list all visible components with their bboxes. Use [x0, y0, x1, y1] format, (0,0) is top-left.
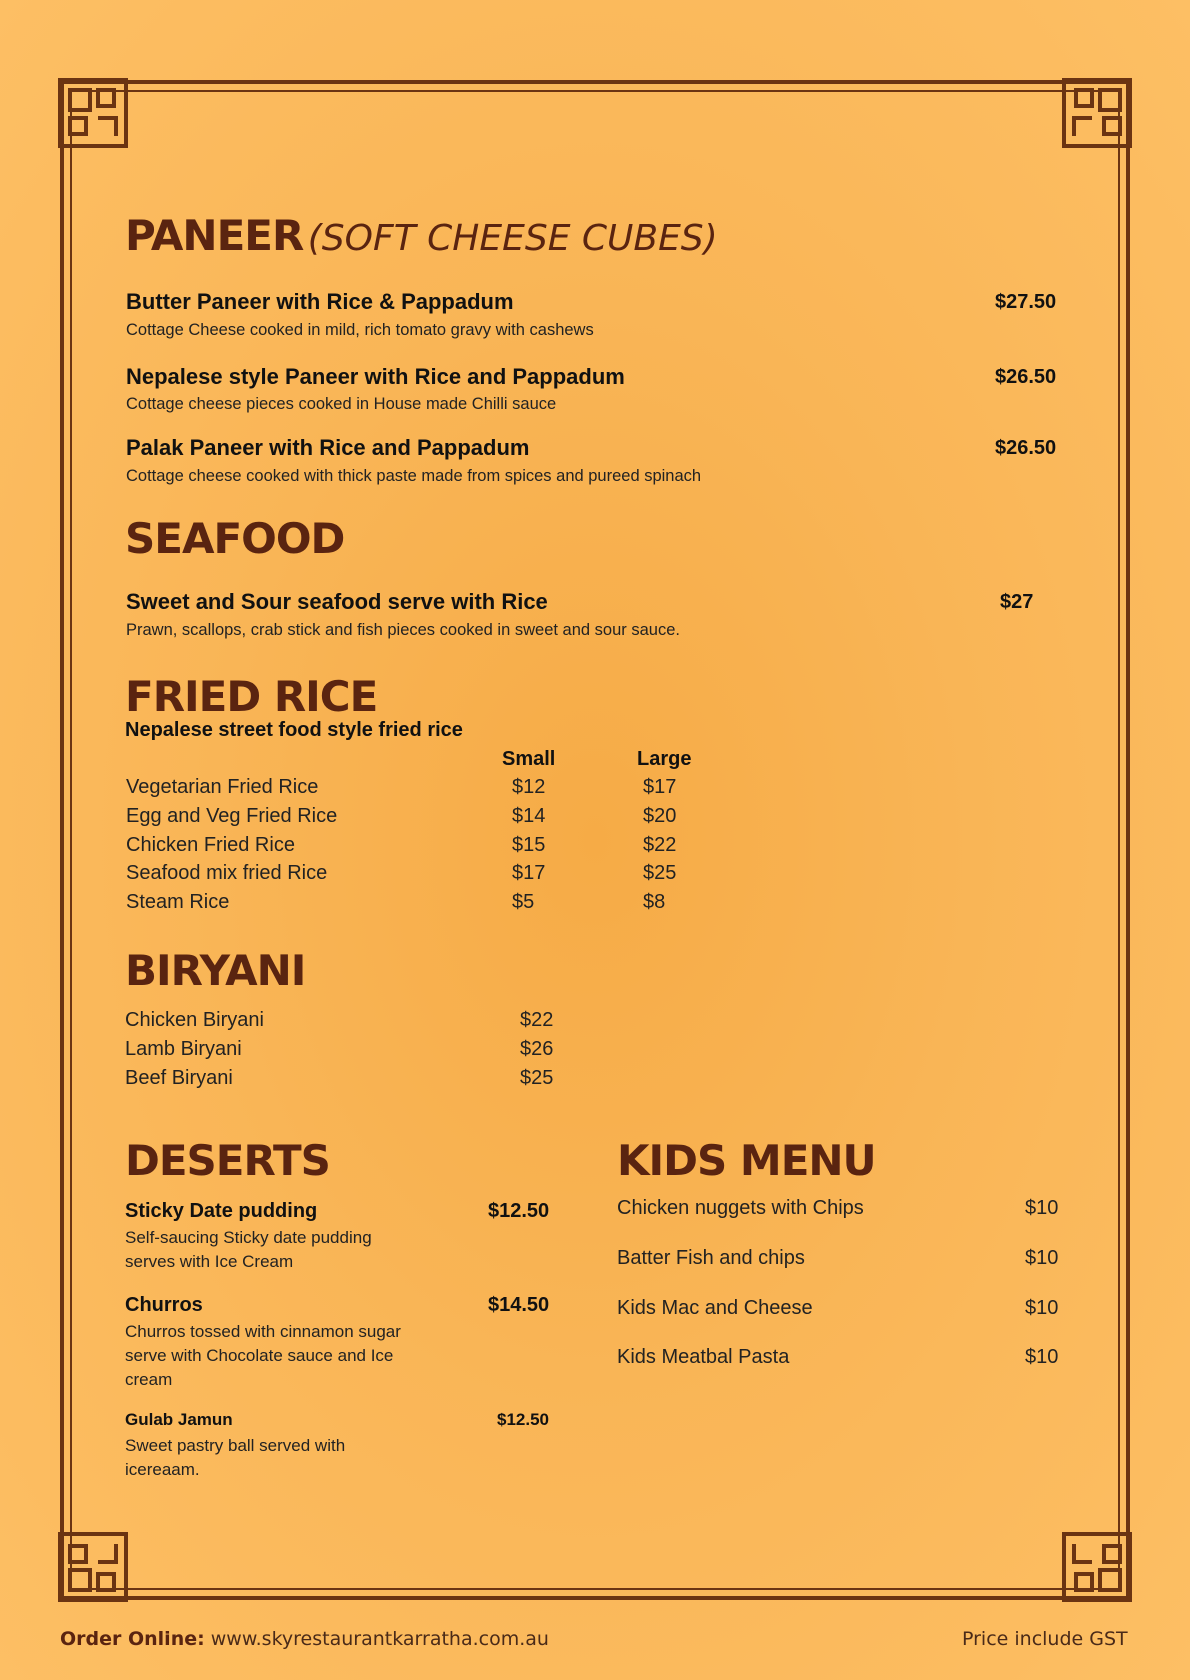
- menu-item-name: Sweet and Sour seafood serve with Rice: [126, 589, 548, 614]
- kids-item: Kids Meatbal Pasta: [617, 1346, 790, 1368]
- kids-item: Chicken nuggets with Chips: [617, 1197, 864, 1219]
- biryani-price: $22: [520, 1009, 554, 1031]
- fried-rice-item: Steam Rice: [126, 891, 230, 913]
- price-small: $5: [512, 891, 535, 913]
- price-large: $20: [643, 805, 677, 827]
- paneer-subtitle: (SOFT CHEESE CUBES): [307, 218, 718, 259]
- biryani-price: $25: [520, 1067, 554, 1089]
- menu-item-name: Nepalese style Paneer with Rice and Pappadum: [126, 364, 625, 389]
- price-small: $14: [512, 805, 546, 827]
- menu-item-price: $26.50: [995, 437, 1057, 459]
- kids-price: $10: [1025, 1297, 1059, 1319]
- price-small: $12: [512, 776, 546, 798]
- price-large: $8: [643, 891, 666, 913]
- menu-item-price: $27: [1000, 591, 1034, 613]
- biryani-price: $26: [520, 1038, 554, 1060]
- desert-price: $14.50: [488, 1294, 550, 1316]
- paneer-title: PANEER: [125, 211, 304, 260]
- website-link[interactable]: www.skyrestaurantkarratha.com.au: [210, 1628, 549, 1650]
- kids-price: $10: [1025, 1247, 1059, 1269]
- menu-item-name: Butter Paneer with Rice & Pappadum: [126, 289, 514, 314]
- desert-price: $12.50: [488, 1200, 550, 1222]
- biryani-item: Lamb Biryani: [125, 1038, 242, 1060]
- fried-rice-item: Vegetarian Fried Rice: [126, 776, 319, 798]
- desert-name: Churros: [125, 1294, 203, 1316]
- kids-item: Batter Fish and chips: [617, 1247, 805, 1269]
- desert-desc: Churros tossed with cinnamon sugar serve with Chocolate sauce and Ice cream: [125, 1322, 401, 1389]
- price-small: $17: [512, 862, 546, 884]
- price-small: $15: [512, 834, 546, 856]
- column-header-small: Small: [502, 748, 556, 770]
- menu-item-name: Palak Paneer with Rice and Pappadum: [126, 435, 530, 460]
- fried-rice-item: Chicken Fried Rice: [126, 834, 295, 856]
- desert-name: Gulab Jamun: [125, 1410, 233, 1429]
- corner-ornament-icon: [58, 78, 128, 148]
- corner-ornament-icon: [58, 1532, 128, 1602]
- kids-price: $10: [1025, 1197, 1059, 1219]
- paneer-heading: [125, 211, 718, 260]
- corner-ornament-icon: [1062, 1532, 1132, 1602]
- order-online-label: Order Online:: [60, 1628, 205, 1650]
- menu-item-desc: Prawn, scallops, crab stick and fish pieces cooked in sweet and sour sauce.: [126, 621, 680, 639]
- biryani-item: Chicken Biryani: [125, 1009, 264, 1031]
- fried-rice-item: Seafood mix fried Rice: [126, 862, 328, 884]
- fried-rice-item: Egg and Veg Fried Rice: [126, 805, 338, 827]
- menu-item-price: $27.50: [995, 291, 1057, 313]
- kids-menu-title: KIDS MENU: [617, 1136, 876, 1185]
- seafood-title: SEAFOOD: [125, 514, 345, 563]
- menu-item-desc: Cottage cheese pieces cooked in House made Chilli sauce: [126, 395, 557, 413]
- fried-rice-title: FRIED RICE: [125, 672, 378, 721]
- desert-desc: Sweet pastry ball served with icereaam.: [125, 1436, 346, 1479]
- menu-item-desc: Cottage Cheese cooked in mild, rich tomato gravy with cashews: [126, 321, 594, 339]
- price-large: $17: [643, 776, 677, 798]
- kids-price: $10: [1025, 1346, 1059, 1368]
- deserts-title: DESERTS: [125, 1136, 330, 1185]
- corner-ornament-icon: [1062, 78, 1132, 148]
- desert-price: $12.50: [497, 1410, 549, 1429]
- column-header-large: Large: [637, 748, 692, 770]
- price-large: $25: [643, 862, 677, 884]
- gst-note: Price include GST: [962, 1628, 1128, 1650]
- desert-name: Sticky Date pudding: [125, 1200, 318, 1222]
- menu-item-desc: Cottage cheese cooked with thick paste made from spices and pureed spinach: [126, 467, 702, 485]
- fried-rice-subtitle: Nepalese street food style fried rice: [125, 719, 463, 741]
- order-online: [60, 1628, 549, 1650]
- desert-desc: Self-saucing Sticky date pudding serves with Ice Cream: [125, 1228, 372, 1271]
- kids-item: Kids Mac and Cheese: [617, 1297, 813, 1319]
- biryani-item: Beef Biryani: [125, 1067, 233, 1089]
- biryani-title: BIRYANI: [125, 946, 306, 995]
- menu-item-price: $26.50: [995, 366, 1057, 388]
- price-large: $22: [643, 834, 677, 856]
